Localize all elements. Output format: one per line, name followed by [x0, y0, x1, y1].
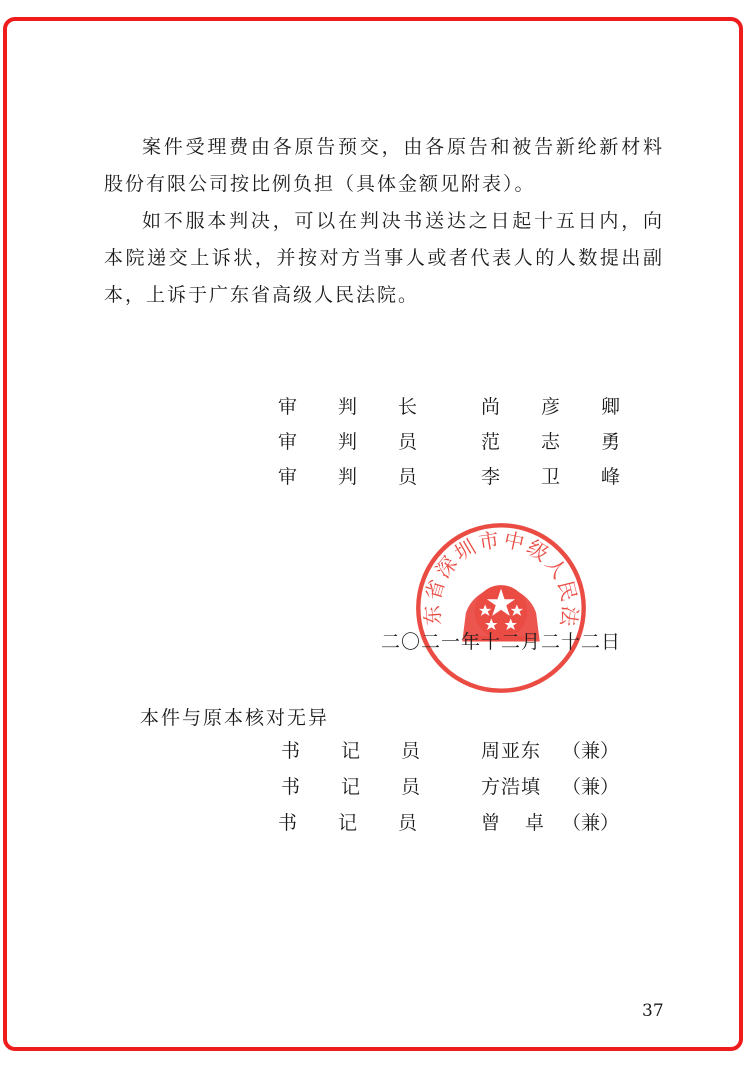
- judge-title-char: 审: [278, 396, 298, 418]
- judge-title-char: 员: [398, 431, 418, 453]
- clerk-note: （兼）: [562, 812, 620, 834]
- judge-name-char: 尚: [481, 396, 501, 418]
- judge-name-char: 卿: [601, 396, 621, 418]
- judge-name-char: 峰: [601, 466, 621, 488]
- judge-title-char: 审: [278, 466, 298, 488]
- clerk-row: [0, 736, 752, 766]
- page-number: 37: [642, 1001, 664, 1021]
- clerk-note: （兼）: [562, 740, 620, 762]
- seal-text: 东省深圳市中级人民法: [419, 527, 583, 631]
- clerk-title-char: 员: [401, 776, 421, 798]
- verification-note: 本件与原本核对无异: [140, 707, 330, 729]
- clerk-title-char: 员: [398, 812, 418, 834]
- court-seal: [413, 520, 589, 696]
- clerk-row: [0, 772, 752, 802]
- clerk-note: （兼）: [562, 776, 620, 798]
- judge-row: [0, 427, 752, 457]
- judge-title-char: 员: [398, 466, 418, 488]
- judge-title-char: 判: [338, 431, 358, 453]
- clerk-row: [0, 808, 752, 838]
- judge-title-char: 判: [338, 396, 358, 418]
- clerk-title-char: 书: [281, 740, 301, 762]
- judgment-date: 二〇二一年十二月二十二日: [381, 631, 622, 653]
- judge-name-char: 范: [481, 431, 501, 453]
- judge-row: [0, 392, 752, 422]
- judge-title-char: 长: [398, 396, 418, 418]
- clerk-title-char: 记: [341, 776, 361, 798]
- judge-title-char: 审: [278, 431, 298, 453]
- judge-name-char: 志: [541, 431, 561, 453]
- judge-name-char: 勇: [601, 431, 621, 453]
- clerk-name: 周亚东: [481, 740, 542, 762]
- clerk-title-char: 员: [401, 740, 421, 762]
- judge-title-char: 判: [338, 466, 358, 488]
- clerk-title-char: 书: [281, 776, 301, 798]
- clerk-title-char: 书: [278, 812, 298, 834]
- judge-name-char: 李: [481, 466, 501, 488]
- judge-name-char: 彦: [541, 396, 561, 418]
- clerk-name: 曾 卓: [481, 812, 548, 834]
- fee-paragraph: 案件受理费由各原告预交，由各原告和被告新纶新材料股份有限公司按比例负担（具体金额见附表）。: [104, 136, 664, 195]
- appeal-paragraph: 如不服本判决，可以在判决书送达之日起十五日内，向本院递交上诉状，并按对方当事人或者代表人的人数提出副本，上诉于广东省高级人民法院。: [104, 210, 664, 306]
- judge-name-char: 卫: [541, 466, 561, 488]
- clerk-title-char: 记: [341, 740, 361, 762]
- clerk-name: 方浩填: [481, 776, 542, 798]
- judge-row: [0, 462, 752, 492]
- clerk-title-char: 记: [338, 812, 358, 834]
